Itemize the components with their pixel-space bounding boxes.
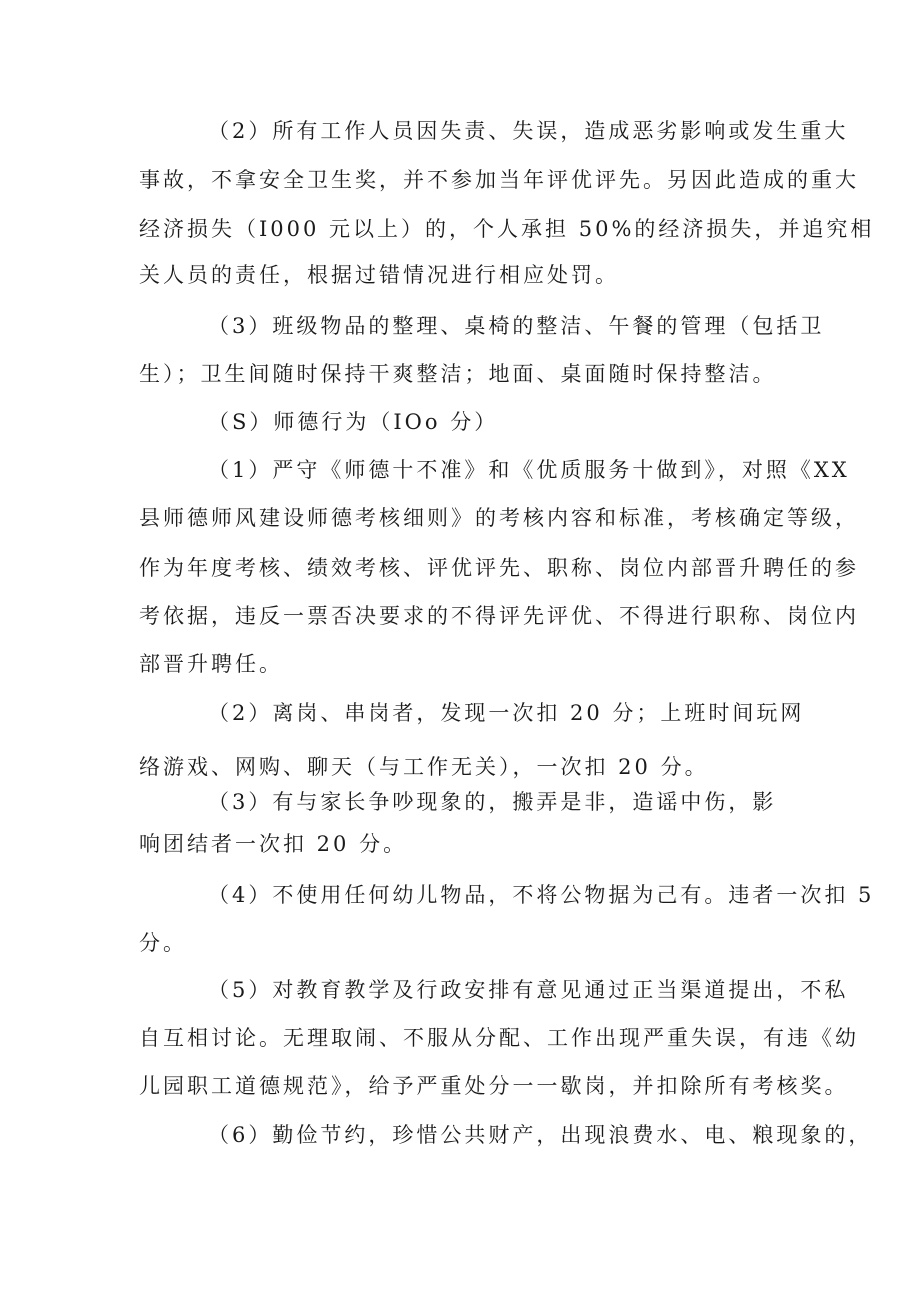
text-line: 考依据，违反一票否决要求的不得评先评优、不得进行职称、岗位内	[139, 604, 859, 628]
text-line: 响团结者一次扣 20 分。	[139, 832, 408, 856]
text-line: 儿园职工道德规范》，给予严重处分一一歇岗，并扣除所有考核奖。	[139, 1074, 849, 1098]
text-line: （5）对教育教学及行政安排有意见通过正当渠道提出，不私	[208, 978, 849, 1002]
text-line: （2）所有工作人员因失责、失误，造成恶劣影响或发生重大	[208, 119, 849, 143]
text-line: （3）有与家长争吵现象的，搬弄是非，造谣中伤，影	[208, 790, 777, 814]
text-line: （4）不使用任何幼儿物品，不将公物据为己有。违者一次扣 5	[208, 883, 875, 907]
text-line: 事故，不拿安全卫生奖，并不参加当年评优评先。另因此造成的重大	[139, 168, 859, 192]
text-line: （6）勤俭节约，珍惜公共财产，出现浪费水、电、粮现象的，	[208, 1123, 873, 1147]
text-line: 分。	[139, 931, 187, 955]
text-line: 生）；卫生间随时保持干爽整洁；地面、桌面随时保持整洁。	[139, 362, 777, 386]
text-line: 部晋升聘任。	[139, 652, 283, 676]
text-line: （1）严守《师德十不准》和《优质服务十做到》，对照《XX	[208, 458, 850, 482]
section-heading: （S）师德行为（IOo 分）	[208, 410, 499, 434]
text-line: 作为年度考核、绩效考核、评优评先、职称、岗位内部晋升聘任的参	[139, 556, 859, 580]
text-line: 县师德师风建设师德考核细则》的考核内容和标准，考核确定等级，	[139, 506, 859, 530]
text-line: 络游戏、网购、聊天（与工作无关），一次扣 20 分。	[139, 755, 709, 779]
text-line: （2）离岗、串岗者，发现一次扣 20 分；上班时间玩网	[208, 701, 805, 725]
text-line: 自互相讨论。无理取闹、不服从分配、工作出现严重失误，有违《幼	[139, 1026, 859, 1050]
text-line: （3）班级物品的整理、桌椅的整洁、午餐的管理（包括卫	[208, 314, 825, 338]
text-line: 经济损失（I000 元以上）的，个人承担 50%的经济损失，并追究相	[139, 217, 875, 241]
text-line: 关人员的责任，根据过错情况进行相应处罚。	[139, 263, 619, 287]
